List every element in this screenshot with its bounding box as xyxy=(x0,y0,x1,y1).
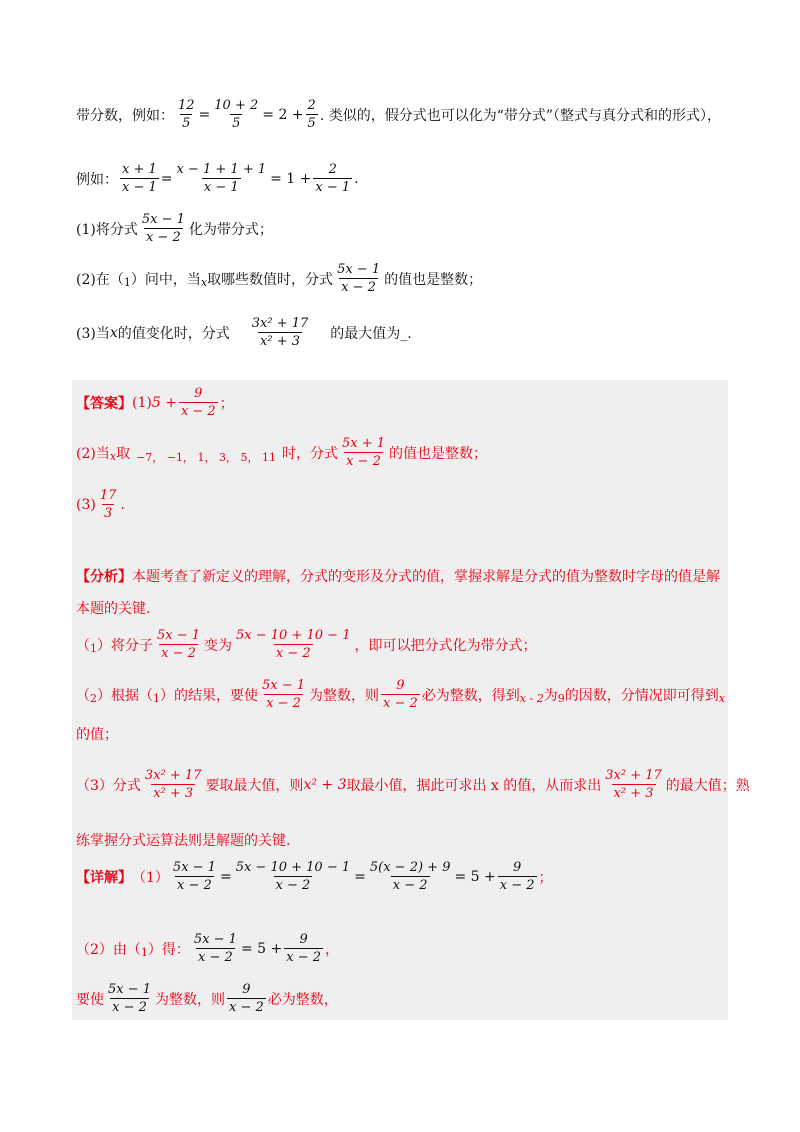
text: 带分数，例如： xyxy=(76,107,174,124)
text: (3)当 xyxy=(76,325,110,342)
numerator: 5x − 1 xyxy=(108,982,152,997)
text: （1） xyxy=(132,869,169,886)
intro-line-2 xyxy=(76,162,359,195)
numerator: 9 xyxy=(242,982,251,997)
fraction xyxy=(234,628,352,661)
detail-equation xyxy=(169,860,539,893)
equals: = xyxy=(354,868,366,885)
fraction xyxy=(498,860,537,893)
fraction xyxy=(106,982,153,1015)
numerator: 9 xyxy=(512,860,522,875)
text: 例如： xyxy=(76,171,118,188)
denominator: x − 2 xyxy=(198,950,233,965)
number: 1 xyxy=(153,692,160,705)
denominator: x − 2 xyxy=(177,878,212,893)
denominator: x − 2 xyxy=(275,878,311,893)
numerator: x − 1 + 1 + 1 xyxy=(176,162,267,177)
fraction xyxy=(140,212,187,245)
numerator: 9 xyxy=(299,932,308,947)
text: (2)当 xyxy=(76,445,110,462)
text: (1) xyxy=(132,394,152,411)
fraction xyxy=(171,860,218,893)
analysis-label: 【分析】 xyxy=(76,569,132,585)
text: ）的结果，要使 xyxy=(160,687,258,704)
text: 的值变化时，分式 xyxy=(117,325,230,342)
numerator: 5x − 10 + 10 − 1 xyxy=(235,860,351,875)
analysis-step-3-cont xyxy=(76,830,290,850)
denominator: x − 2 xyxy=(341,280,376,295)
numerator: 5x − 1 xyxy=(337,262,381,277)
denominator: x² + 3 xyxy=(260,334,300,349)
question-2 xyxy=(76,262,482,295)
fraction xyxy=(260,678,307,711)
text: 变为 xyxy=(204,637,233,654)
denominator: x − 2 xyxy=(145,230,181,245)
text: ）问中，当 xyxy=(130,271,201,288)
analysis-step-1 xyxy=(76,628,536,661)
numerator: 10 + 2 xyxy=(214,98,259,113)
answer-3 xyxy=(76,488,125,521)
text: 的因数，分情况即可得到 xyxy=(564,687,719,704)
denominator: 3 xyxy=(103,506,113,521)
number: 1 xyxy=(123,276,131,289)
denominator: x − 1 xyxy=(122,180,157,195)
text: 5 + xyxy=(151,394,177,411)
text: ； xyxy=(538,869,553,886)
numerator: 9 xyxy=(396,678,405,693)
number: 9 xyxy=(557,692,565,705)
numerator: 5x − 1 xyxy=(172,860,216,875)
detail-line-3 xyxy=(76,982,338,1015)
denominator: x − 2 xyxy=(266,696,301,711)
variable: x xyxy=(718,692,725,705)
text: 要使 xyxy=(76,991,104,1008)
denominator: 5 xyxy=(307,116,316,131)
text: (3) xyxy=(76,496,96,513)
denominator: x − 1 xyxy=(315,180,351,195)
text: 取哪些数值时，分式 xyxy=(207,271,334,288)
answer-1 xyxy=(76,386,234,419)
text: 要取最大值，则 xyxy=(205,777,304,794)
denominator: x − 2 xyxy=(112,1000,147,1015)
analysis-step-2 xyxy=(76,678,725,711)
fraction xyxy=(306,98,318,131)
denominator: x − 2 xyxy=(229,1000,264,1015)
text: ）根据（ xyxy=(97,687,153,704)
variable: x xyxy=(109,324,118,341)
text: ）得： xyxy=(147,941,190,958)
denominator: x − 2 xyxy=(286,950,321,965)
text: (1)将分式 xyxy=(76,221,138,238)
text: . xyxy=(354,170,359,187)
analysis-step-2-cont xyxy=(76,724,118,744)
equals: = 5 + xyxy=(240,940,283,957)
text: 取最小值，据此可求出 x 的值，从而求出 xyxy=(346,777,602,794)
fraction xyxy=(603,768,664,801)
number: 1 xyxy=(90,642,97,655)
detail-line-1 xyxy=(76,860,553,893)
values: −7， −1， 1， 3， 5， 11 xyxy=(136,450,276,464)
denominator: x − 2 xyxy=(161,646,196,661)
intro-line-1 xyxy=(76,98,721,131)
detail-equation xyxy=(190,932,325,965)
fraction xyxy=(381,678,420,711)
text: （ xyxy=(76,687,90,704)
numerator: 5x − 1 xyxy=(157,628,201,643)
equals: = xyxy=(219,868,232,885)
fraction xyxy=(155,628,202,661)
text: 的值也是整数； xyxy=(389,445,487,462)
numerator: 12 xyxy=(178,98,195,113)
equals: = 2 + xyxy=(262,106,304,123)
fraction xyxy=(212,98,260,131)
fraction xyxy=(192,932,239,965)
text: 的最大值为_. xyxy=(330,325,412,342)
text: . xyxy=(120,496,125,513)
numerator: 5x + 1 xyxy=(341,436,385,451)
detail-label: 【详解】 xyxy=(76,869,132,886)
variable: x xyxy=(200,276,208,289)
fraction xyxy=(176,98,197,131)
fraction xyxy=(313,162,352,195)
denominator: 5 xyxy=(182,116,191,131)
numerator: 3x² + 17 xyxy=(605,768,662,783)
text: （3）分式 xyxy=(76,777,141,794)
answer-label: 【答案】 xyxy=(76,395,132,412)
text: 的最大值；熟 xyxy=(665,777,750,794)
denominator: x − 2 xyxy=(392,878,428,893)
text: 化为带分式； xyxy=(188,221,273,238)
fraction xyxy=(227,982,266,1015)
fraction xyxy=(284,932,323,965)
text: 取 xyxy=(116,445,131,462)
text: 本题考查了新定义的理解，分式的变形及分式的值，掌握求解是分式的值为整数时字母的值是解 xyxy=(132,569,720,585)
text: 必为整数，得到 xyxy=(421,687,520,704)
expression: x - 2 xyxy=(519,692,544,705)
text: 练掌握分式运算法则是解题的关键. xyxy=(76,833,291,849)
numerator: 5x − 1 xyxy=(262,678,306,693)
numerator: 3x² + 17 xyxy=(144,768,202,783)
analysis-line-2 xyxy=(76,598,150,618)
numerator: 5x − 1 xyxy=(141,212,185,227)
numerator: 3x² + 17 xyxy=(251,316,309,331)
denominator: x² + 3 xyxy=(153,786,194,801)
text: 为整数，则 xyxy=(309,687,380,704)
variable: x xyxy=(109,450,117,463)
text: ，即可以把分式化为带分式； xyxy=(354,637,537,654)
text: 时，分式 xyxy=(281,445,338,462)
denominator: 5 xyxy=(232,116,241,131)
text: . 类似的，假分式也可以化为“带分式”（整式与真分式和的形式）， xyxy=(319,107,722,124)
fraction xyxy=(179,386,218,419)
text: 的值； xyxy=(76,727,118,743)
denominator: x − 2 xyxy=(499,878,535,893)
number: 1 xyxy=(140,946,148,959)
denominator: x − 2 xyxy=(383,696,418,711)
equals: = 5 + xyxy=(454,868,496,885)
question-1 xyxy=(76,212,273,245)
denominator: x − 2 xyxy=(180,404,216,419)
fraction xyxy=(340,436,387,469)
text: 必为整数， xyxy=(267,991,338,1008)
expression: x² + 3 xyxy=(303,776,347,793)
equals: = 1 + xyxy=(270,170,312,187)
text: 为 xyxy=(543,687,558,704)
numerator: x + 1 xyxy=(122,162,157,177)
text: ， xyxy=(325,941,339,958)
numerator: 17 xyxy=(99,488,117,503)
denominator: x − 2 xyxy=(346,454,381,469)
numerator: 9 xyxy=(194,386,203,401)
fraction xyxy=(368,860,453,893)
fraction xyxy=(175,162,269,195)
analysis-line-1 xyxy=(76,566,720,586)
text: 的值也是整数； xyxy=(384,271,483,288)
text: ； xyxy=(219,395,234,412)
text: 本题的关键. xyxy=(76,601,151,617)
detail-line-2 xyxy=(76,932,339,965)
number: 2 xyxy=(90,692,97,705)
fraction xyxy=(250,316,311,349)
question-3 xyxy=(76,316,412,349)
numerator: 2 xyxy=(328,162,337,177)
numerator: 5(x − 2) + 9 xyxy=(369,860,451,875)
denominator: x − 1 xyxy=(203,180,239,195)
fraction xyxy=(143,768,204,801)
text: （2）由（ xyxy=(76,941,141,958)
denominator: x² + 3 xyxy=(613,786,654,801)
denominator: x − 2 xyxy=(275,646,311,661)
numerator: 2 xyxy=(307,98,316,113)
text: (2)在（ xyxy=(76,271,124,288)
fraction xyxy=(98,488,119,521)
text: ）将分子 xyxy=(97,637,153,654)
equals: = xyxy=(160,170,173,187)
analysis-step-3 xyxy=(76,768,750,801)
text: 为整数，则 xyxy=(155,991,226,1008)
fraction xyxy=(234,860,352,893)
fraction xyxy=(120,162,159,195)
fraction xyxy=(335,262,382,295)
numerator: 5x − 10 + 10 − 1 xyxy=(236,628,351,643)
answer-2 xyxy=(76,436,487,469)
equals: = xyxy=(198,106,211,123)
text: （ xyxy=(76,637,90,654)
numerator: 5x − 1 xyxy=(193,932,237,947)
